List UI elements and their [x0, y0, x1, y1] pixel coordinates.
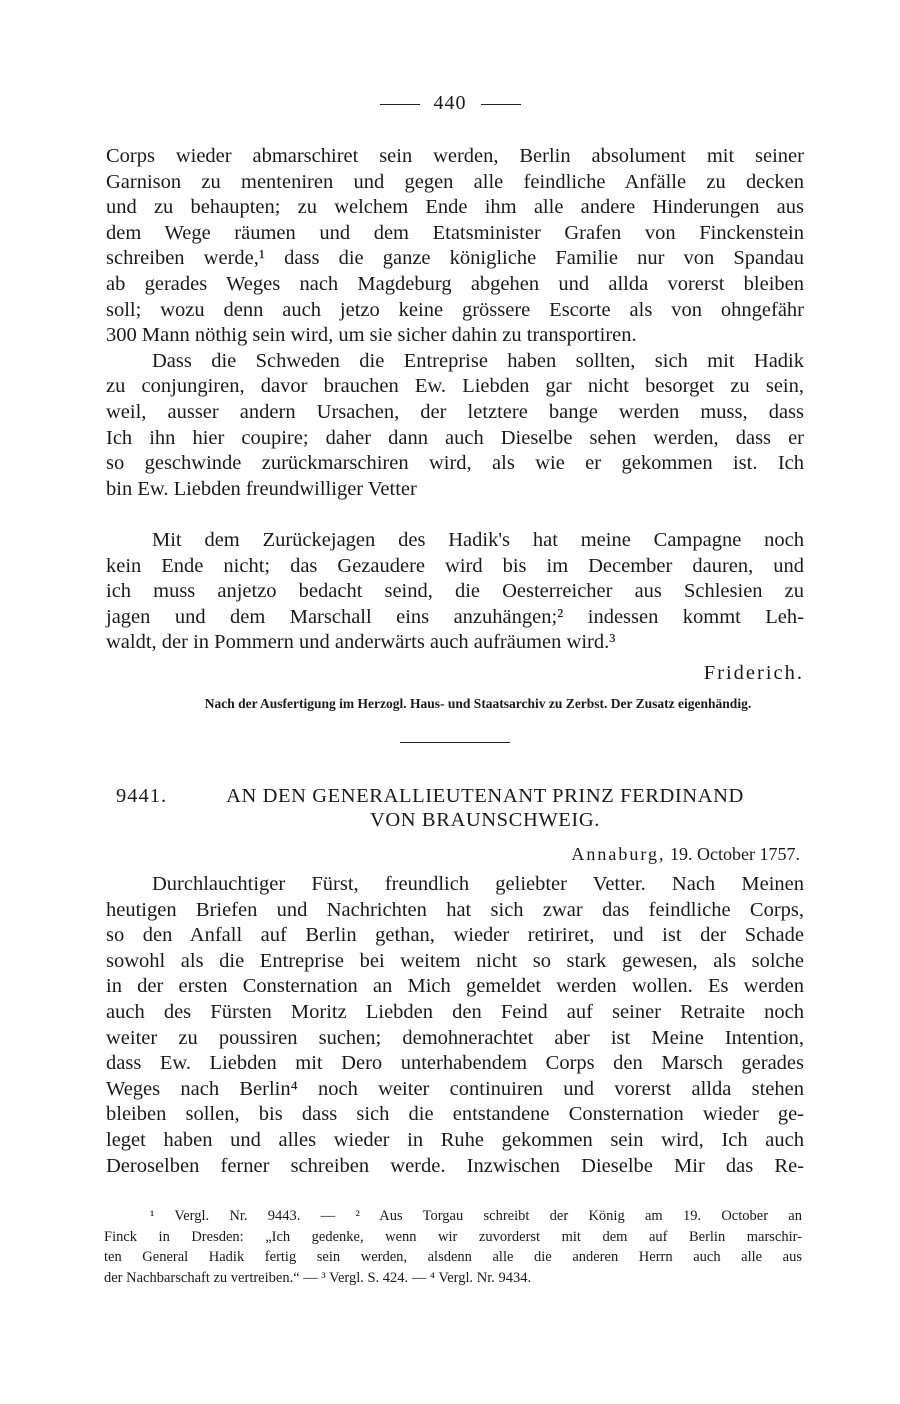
text-line: Dass die Schweden die Entreprise haben sollten, sich mit Hadik [152, 349, 804, 372]
document-heading [106, 784, 804, 832]
text-line: heutigen Briefen und Nachrichten hat sich zwar das feindliche Corps, [106, 898, 804, 921]
header-dash-left [380, 104, 420, 105]
footnote-line: Finck in Dresden: „Ich gedenke, wenn wir zuvorderst mit dem auf Berlin marschir- [104, 1228, 802, 1245]
footnotes [104, 1206, 802, 1288]
text-line: leget haben und alles wieder in Ruhe gekommen sein wird, Ich auch [106, 1128, 804, 1151]
text-line: 300 Mann nöthig sein wird, um sie sicher dahin zu transportiren. [106, 324, 637, 347]
text-line: Ich ihn hier coupire; daher dann auch Dieselbe sehen werden, dass er [106, 426, 804, 449]
signature: Friderich. [703, 662, 804, 684]
text-line: Deroselben ferner schreiben werde. Inzwischen Dieselbe Mir das Re- [106, 1154, 804, 1177]
text-line: soll; wozu denn auch jetzo keine grössere Escorte als von ohngefähr [106, 298, 804, 321]
text-line: waldt, der in Pommern und anderwärts auch aufräumen wird.³ [106, 631, 616, 654]
text-line: ich muss anjetzo bedacht seind, die Oesterreicher aus Schlesien zu [106, 580, 804, 603]
footnote-line: der Nachbarschaft zu vertreiben.“ — ³ Vergl. S. 424. — ⁴ Vergl. Nr. 9434. [104, 1269, 532, 1286]
text-line: schreiben werde,¹ dass die ganze königliche Familie nur von Spandau [106, 247, 804, 270]
footnote-line: ten General Hadik fertig sein werden, alsdenn alle die anderen Herrn auch alle aus [104, 1249, 802, 1265]
text-line: so den Anfall auf Berlin gethan, wieder retiriret, und ist der Schade [106, 924, 804, 947]
text-line: dass Ew. Liebden mit Dero unterhabendem Corps den Marsch gerades [106, 1052, 804, 1075]
text-line: weiter zu poussiren suchen; demohnerachtet aber ist Meine Intention, [106, 1026, 804, 1049]
text-line: auch des Fürsten Moritz Liebden den Feind auf seiner Retraite noch [106, 1000, 804, 1023]
letter-continuation [106, 144, 804, 502]
document-body [106, 872, 804, 1179]
text-line: Mit dem Zurückejagen des Hadik's hat meine Campagne noch [152, 529, 804, 551]
text-line: ab gerades Weges nach Magdeburg abgehen und allda vorerst bleiben [106, 272, 804, 295]
text-line: und zu behaupten; zu welchem Ende ihm alle andere Hinderungen aus [106, 196, 804, 219]
document-title-line-1: AN DEN GENERALLIEUTENANT PRINZ FERDINAND [226, 785, 744, 807]
text-line: Durchlauchtiger Fürst, freundlich geliebter Vetter. Nach Meinen [152, 873, 804, 895]
date-place: Annaburg, [571, 844, 666, 864]
postscript [106, 528, 804, 656]
text-line: Garnison zu menteniren und gegen alle feindliche Anfälle zu decken [106, 170, 804, 193]
paragraph-2 [106, 349, 804, 503]
paragraph-1 [106, 144, 804, 349]
text-line: dem Wege räumen und dem Etatsminister Grafen von Finckenstein [106, 221, 804, 244]
text-line: sowohl als die Entreprise bei weitem nicht so stark gewesen, als solche [106, 949, 804, 972]
text-line: bin Ew. Liebden freundwilliger Vetter [106, 477, 417, 500]
text-line: zu conjungiren, davor brauchen Ew. Liebden gar nicht besorget zu sein, [106, 375, 804, 398]
text-line: Weges nach Berlin⁴ noch weiter continuiren und vorerst allda stehen [106, 1077, 804, 1100]
footnote-line: ¹ Vergl. Nr. 9443. — ² Aus Torgau schreibt der König am 19. October an [150, 1208, 802, 1224]
dateline [571, 844, 800, 865]
header-dash-right [481, 104, 521, 105]
source-note: Nach der Ausfertigung im Herzogl. Haus- und Staatsarchiv zu Zerbst. Der Zusatz eigenhändig. [204, 696, 752, 711]
document-title-line-2: VON BRAUNSCHWEIG. [369, 809, 600, 831]
date-text: 19. October 1757. [670, 844, 800, 864]
text-line: jagen und dem Marschall eins anzuhängen;² indessen kommt Leh- [106, 605, 804, 628]
text-line: kein Ende nicht; das Gezaudere wird bis im December dauren, und [106, 554, 804, 577]
section-divider [400, 742, 510, 743]
text-line: in der ersten Consternation an Mich gemeldet werden wollen. Es werden [106, 975, 804, 998]
text-line: bleiben sollen, bis dass sich die entstandene Consternation wieder ge- [106, 1103, 804, 1126]
text-line: Corps wieder abmarschiret sein werden, Berlin absolument mit seiner [106, 145, 804, 167]
page-number: 440 [433, 92, 467, 114]
text-line: weil, ausser andern Ursachen, der letztere bange werden muss, dass [106, 400, 804, 423]
text-line: so geschwinde zurückmarschiren wird, als wie er gekommen ist. Ich [106, 452, 804, 475]
page-header [0, 92, 900, 115]
document-number: 9441. [116, 785, 168, 807]
